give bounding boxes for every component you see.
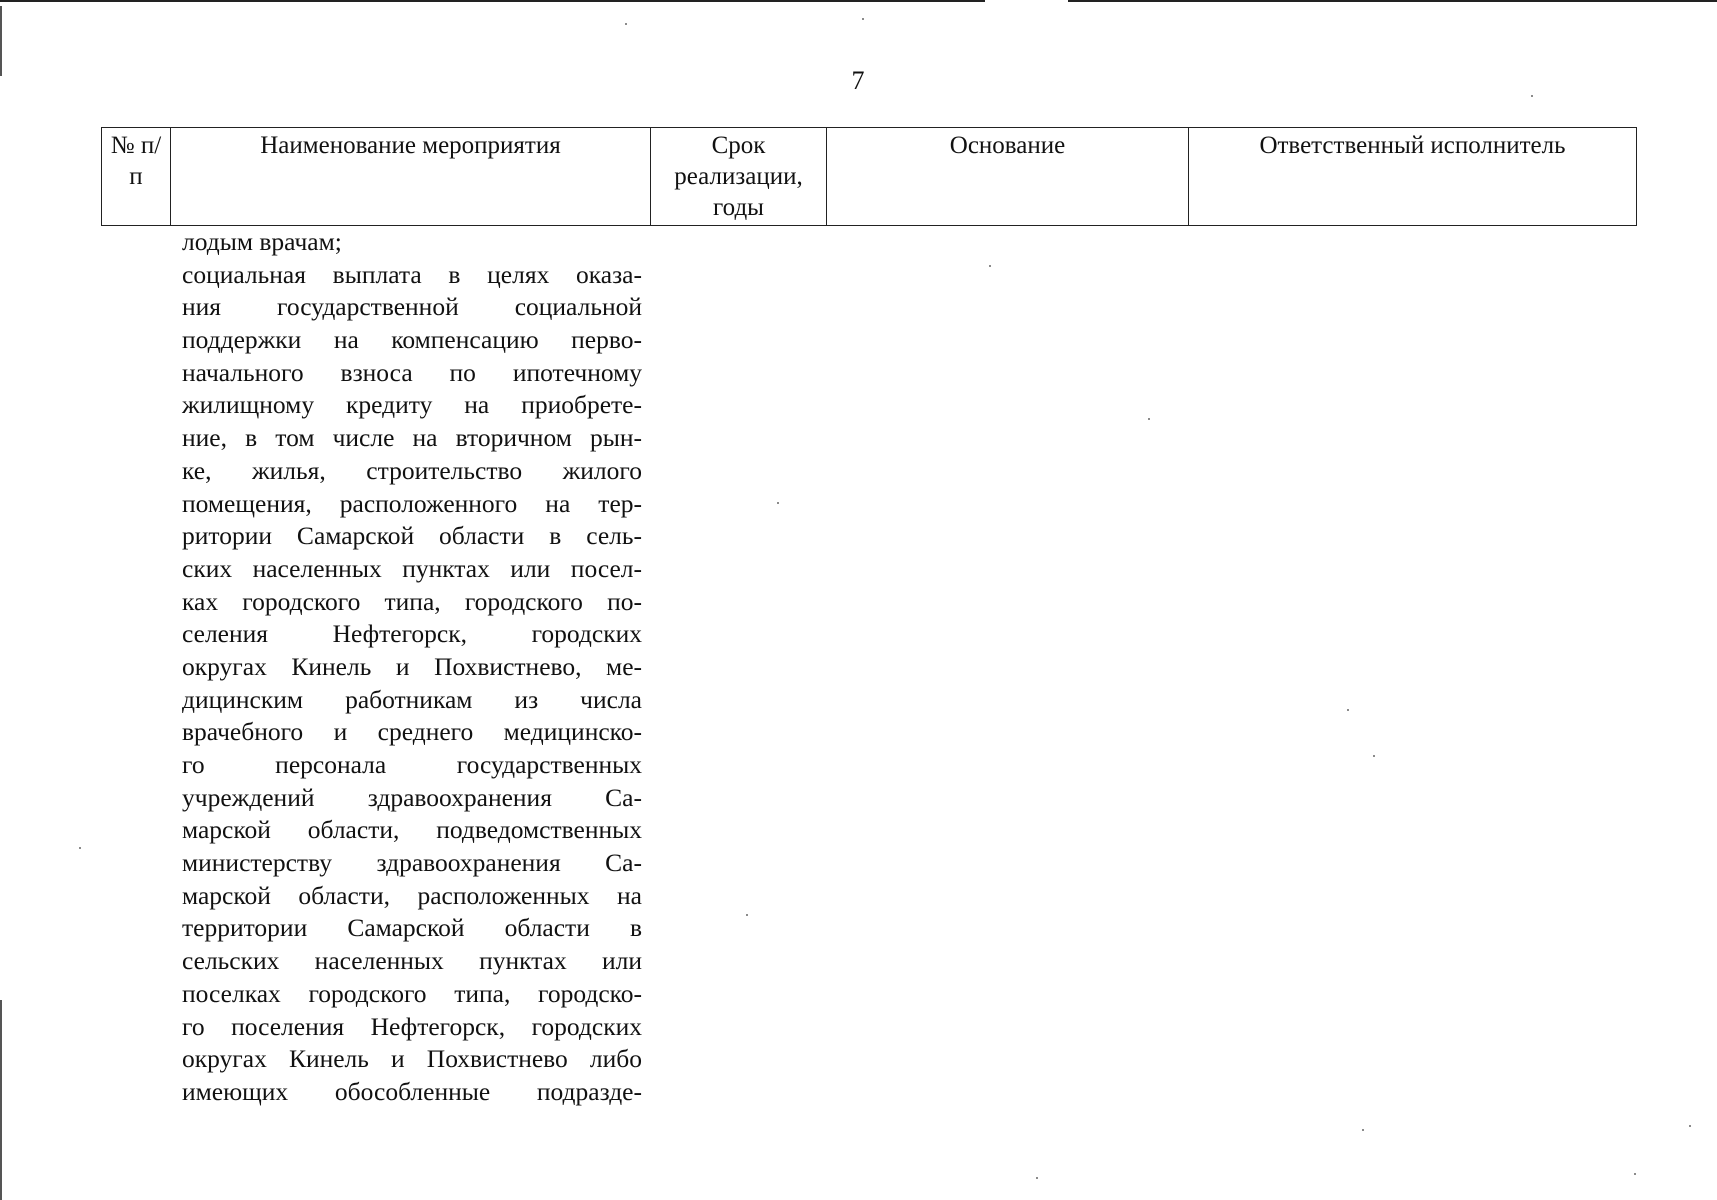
body-text-line: го поселения Нефтегорск, городских xyxy=(182,1011,642,1041)
body-text-line: поселках городского типа, городско- xyxy=(182,978,642,1008)
scan-speck xyxy=(1634,1173,1636,1175)
activity-description xyxy=(182,226,642,1109)
body-text-line: округах Кинель и Похвистнево, ме- xyxy=(182,651,642,681)
body-text-line: селения Нефтегорск, городских xyxy=(182,619,642,649)
body-text-line: министерству здравоохранения Са- xyxy=(182,848,642,878)
body-text-line: помещения, расположенного на тер- xyxy=(182,488,642,518)
body-text-line: социальная выплата в целях оказа- xyxy=(182,259,642,289)
scan-speck xyxy=(625,23,627,25)
body-text-line: сельских населенных пунктах или xyxy=(182,946,642,976)
body-text-line: ских населенных пунктах или посел- xyxy=(182,553,642,583)
scan-speck xyxy=(777,502,779,504)
table-header-row xyxy=(102,128,1637,226)
scan-left-edge-bottom xyxy=(0,1000,2,1200)
scan-speck xyxy=(79,847,81,849)
body-text-line: го персонала государственных xyxy=(182,750,642,779)
column-header-activity-name: Наименование мероприятия xyxy=(171,128,651,226)
body-text-line: ке, жилья, строительство жилого xyxy=(182,455,642,485)
column-header-number: № п/п xyxy=(102,128,171,226)
body-text-line: ние, в том числе на вторичном рын- xyxy=(182,423,642,453)
scan-top-rule-left xyxy=(0,0,985,2)
scan-speck xyxy=(1531,95,1533,97)
body-text-line: ния государственной социальной xyxy=(182,292,642,322)
scan-left-edge-top xyxy=(0,6,2,76)
body-text-line: начального взноса по ипотечному xyxy=(182,357,642,387)
body-text-line: марской области, расположенных на xyxy=(182,880,642,910)
scan-speck xyxy=(1362,1129,1364,1131)
body-text-line: жилищному кредиту на приобрете- xyxy=(182,390,642,420)
scan-speck xyxy=(989,265,991,267)
scan-top-rule-right xyxy=(1068,0,1717,2)
scan-speck xyxy=(1347,709,1349,711)
column-header-responsible-executor: Ответственный исполнитель xyxy=(1189,128,1637,226)
body-text-line: учреждений здравоохранения Са- xyxy=(182,782,642,812)
scan-speck xyxy=(862,18,864,20)
page-number: 7 xyxy=(851,66,865,95)
table-header xyxy=(101,127,1637,226)
body-text-line: лодым врачам; xyxy=(182,227,342,256)
body-text-line: врачебного и среднего медицинско- xyxy=(182,717,642,747)
body-text-line: поддержки на компенсацию перво- xyxy=(182,325,642,355)
body-text-line: территории Самарской области в xyxy=(182,913,642,943)
scan-speck xyxy=(1036,1177,1038,1179)
body-text-line: ритории Самарской области в сель- xyxy=(182,521,642,551)
scan-speck xyxy=(1689,1125,1691,1127)
scan-speck xyxy=(746,914,748,916)
body-text-line: округах Кинель и Похвистнево либо xyxy=(182,1044,642,1074)
column-header-implementation-period: Срок реализации, годы xyxy=(651,128,827,226)
column-header-basis: Основание xyxy=(827,128,1189,226)
body-text-line: дицинским работникам из числа xyxy=(182,684,642,714)
body-text-line: имеющих обособленные подразде- xyxy=(182,1076,642,1106)
body-text-line: марской области, подведомственных xyxy=(182,815,642,845)
scan-speck xyxy=(1373,755,1375,757)
scan-speck xyxy=(1148,418,1150,420)
body-text-line: ках городского типа, городского по- xyxy=(182,586,642,616)
